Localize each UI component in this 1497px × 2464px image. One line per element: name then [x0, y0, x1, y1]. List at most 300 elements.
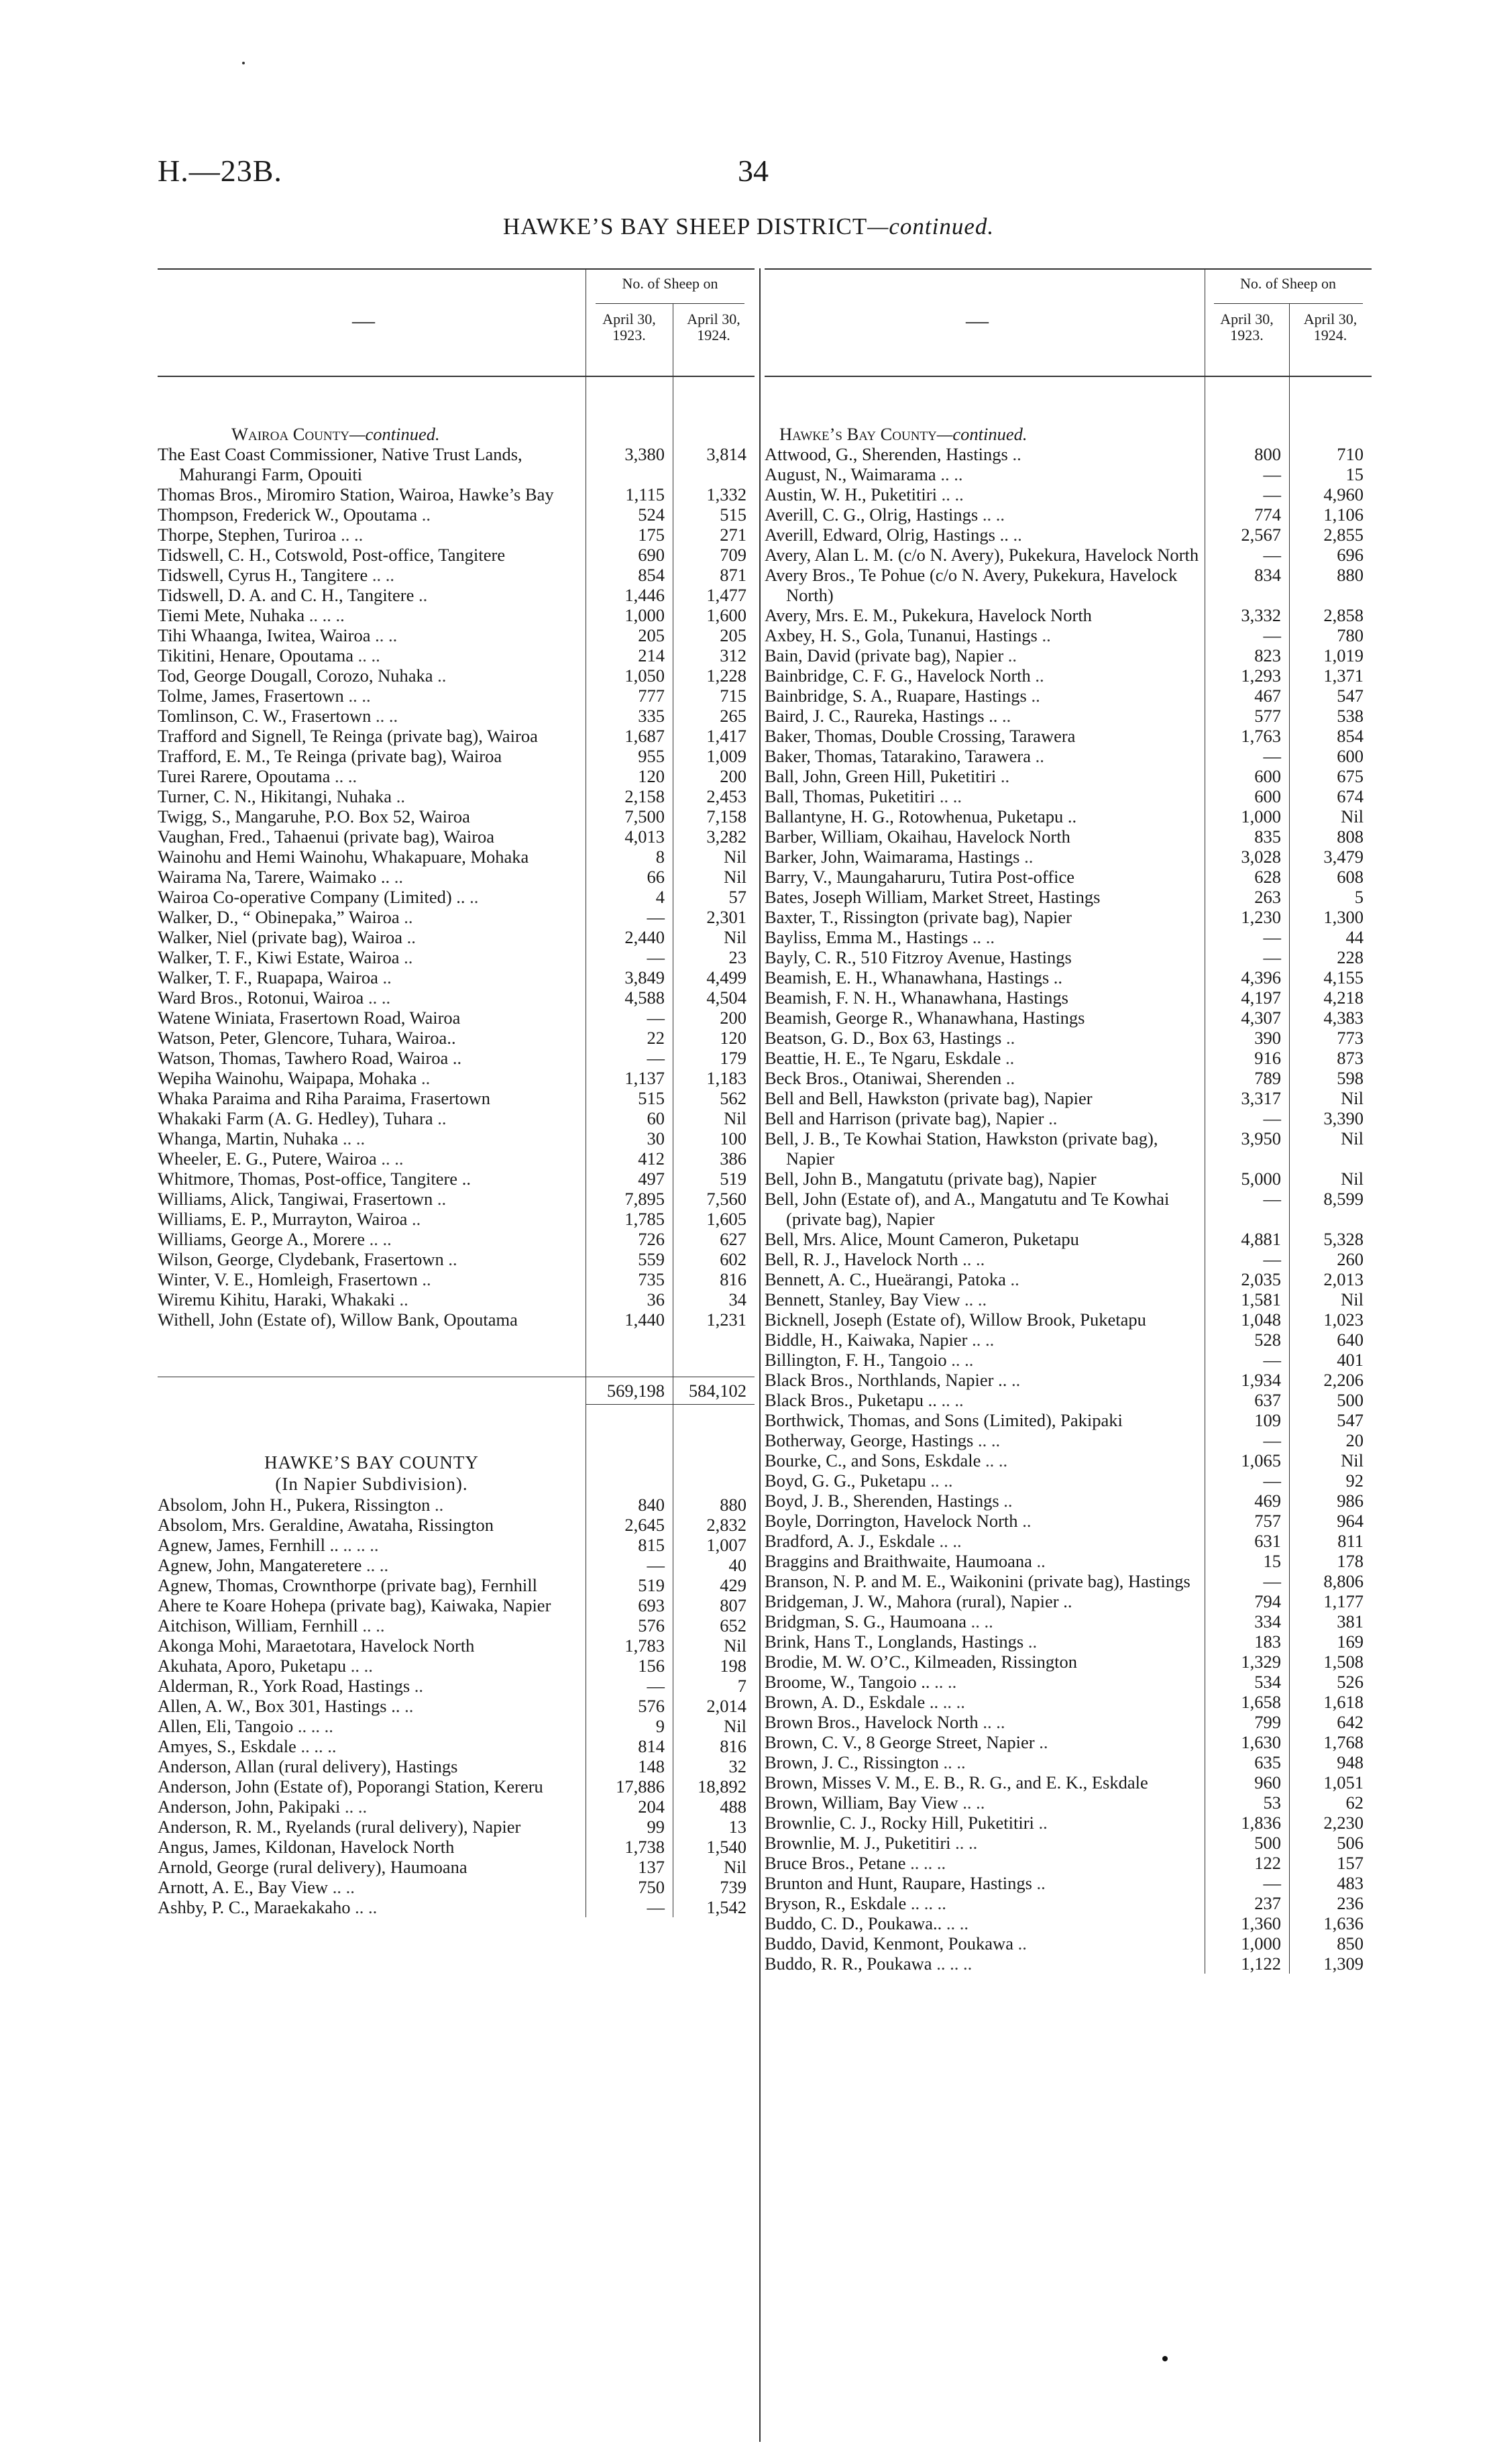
table-row [158, 987, 755, 1008]
table-row [765, 1692, 1372, 1712]
sheep-1924: 4,960 [1289, 484, 1372, 504]
holder-name [158, 1515, 586, 1535]
holder-name-text: Barker, John, Waimarama, Hastings [765, 847, 1020, 867]
holder-name [765, 1008, 1205, 1028]
page-title-main: HAWKE’S BAY SHEEP DISTRICT [502, 213, 868, 239]
leader-dots: .. .. [978, 1712, 1005, 1732]
sheep-1923: 2,158 [586, 786, 673, 806]
sheep-1923: 1,000 [586, 605, 673, 625]
holder-name-text: Walker, D., “ Obinepaka,” Wairoa [158, 907, 400, 927]
leader-dots: .. .. [958, 1792, 985, 1813]
sheep-1923: — [1205, 1470, 1289, 1491]
table-row [158, 1797, 755, 1817]
header-date-1924-line2: 1924. [1313, 327, 1347, 343]
right-table-body [765, 377, 1372, 1974]
table-header-left [158, 268, 755, 377]
holder-name [158, 887, 586, 907]
left-table-body [158, 377, 755, 1917]
table-row [158, 1108, 755, 1128]
leader-dots: .. [414, 585, 428, 605]
sheep-1923: 4,307 [1205, 1008, 1289, 1028]
header-date-1924-line1: April 30, [687, 311, 740, 327]
table-header-right [765, 268, 1372, 377]
sheep-1923: 17,886 [586, 1776, 673, 1797]
holder-name-text: Avery Bros., Te Pohue (c/o N. Avery, Pukekura, Havelock North) [765, 565, 1178, 605]
sheep-1923: 183 [1205, 1631, 1289, 1652]
holder-name-text: Wilson, George, Clydebank, Frasertown [158, 1249, 444, 1269]
sheep-1923: 519 [586, 1575, 673, 1595]
sheep-1924: 2,206 [1289, 1370, 1372, 1390]
sheep-1924: 7,158 [673, 806, 755, 826]
sheep-1923: — [1205, 1571, 1289, 1591]
holder-name-text: Avery, Mrs. E. M., Pukekura, Havelock North [765, 605, 1092, 625]
table-row [158, 1148, 755, 1169]
leader-dots: .. [400, 1696, 414, 1716]
holder-name-text: Akuhata, Aporo, Puketapu [158, 1656, 347, 1676]
table-row [765, 746, 1372, 766]
holder-name [158, 585, 586, 605]
sheep-1923: 1,137 [586, 1068, 673, 1088]
holder-name-text: Ashby, P. C., Maraekakaho [158, 1897, 351, 1917]
holder-name [765, 1390, 1205, 1410]
holder-name [765, 1772, 1205, 1792]
table-row [765, 1571, 1372, 1591]
holder-name-text: Walker, T. F., Kiwi Estate, Wairoa [158, 947, 400, 967]
table-row [765, 806, 1372, 826]
holder-name-text: Botherway, George, Hastings [765, 1430, 974, 1450]
table-row [158, 1535, 755, 1555]
sheep-1924: 1,332 [673, 484, 755, 504]
sheep-1924: 1,231 [673, 1309, 755, 1330]
sheep-1924: 20 [1289, 1430, 1372, 1450]
sheep-1923: — [1205, 947, 1289, 967]
holder-name [765, 1531, 1205, 1551]
table-row [158, 585, 755, 605]
holder-name-text: Amyes, S., Eskdale [158, 1736, 296, 1756]
sheep-1924: 1,300 [1289, 907, 1372, 927]
holder-name-text: Walker, T. F., Ruapapa, Wairoa [158, 967, 378, 987]
table-row [765, 1531, 1372, 1551]
sheep-1924: 32 [673, 1756, 755, 1776]
sheep-1924: 23 [673, 947, 755, 967]
right-column [765, 268, 1372, 2442]
holder-name-text: Baker, Thomas, Double Crossing, Tarawera [765, 726, 1076, 746]
sheep-1923: 334 [1205, 1611, 1289, 1631]
leader-dots: .. [1005, 1269, 1019, 1289]
sheep-1924: 1,009 [673, 746, 755, 766]
table-row [158, 1776, 755, 1797]
holder-name [765, 1289, 1205, 1309]
sheep-1924: 642 [1289, 1712, 1372, 1732]
sheep-1924: 674 [1289, 786, 1372, 806]
sheep-1924: 8,599 [1289, 1189, 1372, 1229]
table-row [765, 1792, 1372, 1813]
holder-name-text: Buddo, David, Kenmont, Poukawa [765, 1933, 1013, 1953]
holder-name [765, 907, 1205, 927]
sheep-1924: 1,106 [1289, 504, 1372, 525]
holder-name [158, 907, 586, 927]
holder-name-text: Bain, David (private bag), Napier [765, 645, 1004, 665]
sheep-1924: 260 [1289, 1249, 1372, 1269]
sheep-1924: 386 [673, 1148, 755, 1169]
holder-name-text: Absolom, Mrs. Geraldine, Awataha, Rissington [158, 1515, 494, 1535]
table-row [765, 1853, 1372, 1873]
holder-name-text: Arnold, George (rural delivery), Haumoana [158, 1857, 467, 1877]
holder-name [765, 1068, 1205, 1088]
leader-dots: .. .. [338, 1128, 366, 1148]
sheep-1923: 2,567 [1205, 525, 1289, 545]
holder-name-text: Billington, F. H., Tangoio [765, 1350, 947, 1370]
sheep-1923: 2,645 [586, 1515, 673, 1535]
holder-name-text: Brunton and Hunt, Raupare, Hastings [765, 1873, 1032, 1893]
table-row [765, 565, 1372, 605]
leader-dots: .. .. [934, 1531, 962, 1551]
sheep-1924: 1,177 [1289, 1591, 1372, 1611]
total-1924: 584,102 [673, 1377, 755, 1405]
sheep-1923: 497 [586, 1169, 673, 1189]
holder-name [158, 987, 586, 1008]
sheep-1924: 15 [1289, 464, 1372, 484]
table-row [158, 927, 755, 947]
table-row [158, 645, 755, 665]
sheep-1924: 4,218 [1289, 987, 1372, 1008]
holder-name [765, 1088, 1205, 1108]
holder-name [158, 1189, 586, 1209]
holder-name-text: August, N., Waimarama [765, 464, 936, 484]
sheep-1924: Nil [673, 1716, 755, 1736]
table-row [158, 1756, 755, 1776]
sheep-1923: 600 [1205, 766, 1289, 786]
table-row [158, 1736, 755, 1756]
holder-name-text: Akonga Mohi, Maraetotara, Havelock North [158, 1636, 475, 1656]
holder-name-text: Watene Winiata, Frasertown Road, Wairoa [158, 1008, 461, 1028]
holder-name [158, 786, 586, 806]
leader-dots: .. .. [967, 1330, 995, 1350]
leader-dots: .. [417, 1269, 431, 1289]
table-row [158, 1636, 755, 1656]
spacer [158, 1405, 755, 1452]
leader-dots: .. .. [336, 525, 364, 545]
leader-dots: .. [433, 1108, 447, 1128]
sheep-1924: 57 [673, 887, 755, 907]
sheep-1924: 986 [1289, 1491, 1372, 1511]
sheep-1924: 880 [1289, 565, 1372, 605]
table-row [765, 1108, 1372, 1128]
header-dash: — [352, 309, 375, 333]
table-row [765, 444, 1372, 464]
sheep-1923: — [1205, 1873, 1289, 1893]
table-row [158, 1048, 755, 1068]
holder-name [158, 1289, 586, 1309]
holder-name [158, 1008, 586, 1028]
leader-dots: .. [1019, 847, 1034, 867]
leader-dots: .. .. .. [905, 1853, 946, 1873]
leader-dots: .. [443, 1249, 457, 1269]
holder-name [158, 1535, 586, 1555]
holder-name-text: Brown, C. V., 8 George Street, Napier [765, 1732, 1035, 1752]
header-date-1924 [673, 311, 755, 343]
sheep-1923: 1,050 [586, 665, 673, 686]
holder-name [765, 1712, 1205, 1732]
sheep-1924: 652 [673, 1615, 755, 1636]
stray-dot [1162, 2356, 1168, 2361]
sheep-1923: 120 [586, 766, 673, 786]
sheep-1924: 2,014 [673, 1696, 755, 1716]
sheep-1923: 156 [586, 1656, 673, 1676]
sheep-1924: 40 [673, 1555, 755, 1575]
leader-dots: .. [1001, 1028, 1015, 1048]
table-row [765, 525, 1372, 545]
holder-name-text: Twigg, S., Mangaruhe, P.O. Box 52, Wairoa [158, 806, 470, 826]
leader-dots: .. .. [936, 464, 963, 484]
table-row [765, 1611, 1372, 1631]
leader-dots: .. .. [936, 484, 964, 504]
holder-name-text: Bennett, Stanley, Bay View [765, 1289, 960, 1309]
sheep-1923: 1,783 [586, 1636, 673, 1656]
holder-name [158, 1169, 586, 1189]
holder-name [765, 1752, 1205, 1772]
table-row [765, 1088, 1372, 1108]
table-row [765, 625, 1372, 645]
holder-name [765, 504, 1205, 525]
holder-name-text: The East Coast Commissioner, Native Trust Lands, Mahurangi Farm, Opouiti [158, 444, 522, 484]
header-group-label: No. of Sheep on [1240, 275, 1336, 292]
sheep-1923: 8 [586, 847, 673, 867]
holder-name [158, 484, 586, 504]
sheep-1924: 871 [673, 565, 755, 585]
holder-name-text: Boyle, Dorrington, Havelock North [765, 1511, 1018, 1531]
sheep-1924: Nil [1289, 1128, 1372, 1169]
sheep-1923: 693 [586, 1595, 673, 1615]
total-1923: 569,198 [586, 1377, 673, 1405]
table-row [765, 947, 1372, 967]
holder-name-text: Wiremu Kihitu, Haraki, Whakaki [158, 1289, 395, 1309]
sheep-1923: — [1205, 927, 1289, 947]
sheep-1923: 1,440 [586, 1309, 673, 1330]
sheep-1924: 696 [1289, 545, 1372, 565]
holder-name-text: Tomlinson, C. W., Frasertown [158, 706, 372, 726]
holder-name-text: Brown, A. D., Eskdale .. [765, 1692, 939, 1712]
table-row [765, 786, 1372, 806]
sheep-1924: 2,230 [1289, 1813, 1372, 1833]
section-heading-hawkes-bay [158, 1452, 755, 1473]
holder-name [158, 847, 586, 867]
sheep-1923: 576 [586, 1615, 673, 1636]
sheep-1923: — [1205, 1108, 1289, 1128]
holder-name [158, 1575, 586, 1595]
holder-name-text: Beamish, E. H., Whanawhana, Hastings .. [765, 967, 1063, 987]
holder-name [765, 746, 1205, 766]
sheep-1923: 204 [586, 1797, 673, 1817]
sheep-1923: 500 [1205, 1833, 1289, 1853]
holder-name [765, 847, 1205, 867]
leader-dots: .. [1017, 1511, 1032, 1531]
sheep-1924: 739 [673, 1877, 755, 1897]
table-row [158, 826, 755, 847]
leader-dots: .. [1013, 1933, 1027, 1953]
sheep-1924: 4,155 [1289, 967, 1372, 987]
holder-name [765, 686, 1205, 706]
sheep-1923: 600 [1205, 786, 1289, 806]
holder-name [158, 1495, 586, 1515]
holder-name [765, 927, 1205, 947]
sheep-1924: 1,019 [1289, 645, 1372, 665]
holder-name-text: Bicknell, Joseph (Estate of), Willow Brook, Puketapu [765, 1309, 1146, 1330]
sheep-1924: 3,814 [673, 444, 755, 484]
holder-name-text: Watson, Peter, Glencore, Tuhara, Wairoa.. [158, 1028, 456, 1048]
header-date-1924-line2: 1924. [697, 327, 730, 343]
holder-name-text: Borthwick, Thomas, and Sons (Limited), Pakipaki [765, 1410, 1123, 1430]
table-row [158, 887, 755, 907]
sheep-1924: 1,051 [1289, 1772, 1372, 1792]
table-row [158, 1229, 755, 1249]
table-row [765, 1330, 1372, 1350]
table-row [765, 1813, 1372, 1833]
holder-name-text: Bell, Mrs. Alice, Mount Cameron, Puketapu [765, 1229, 1079, 1249]
sheep-1924: 873 [1289, 1048, 1372, 1068]
holder-name-text: Brownlie, C. J., Rocky Hill, Puketitiri [765, 1813, 1034, 1833]
sheep-1924: Nil [673, 867, 755, 887]
holder-name [158, 867, 586, 887]
sheep-1924: 850 [1289, 1933, 1372, 1953]
holder-name-text: Aitchison, William, Fernhill [158, 1615, 358, 1636]
sheep-1923: 99 [586, 1817, 673, 1837]
sheep-1924: 2,855 [1289, 525, 1372, 545]
holder-name-text: Allen, A. W., Box 301, Hastings .. [158, 1696, 400, 1716]
table-row [765, 847, 1372, 867]
leader-dots: .. [1008, 525, 1022, 545]
table-row [158, 1696, 755, 1716]
holder-name [765, 706, 1205, 726]
holder-name [158, 947, 586, 967]
table-row [765, 1450, 1372, 1470]
holder-name [158, 1068, 586, 1088]
holder-name [158, 525, 586, 545]
table-row [765, 1189, 1372, 1229]
holder-name-text: Tidswell, D. A. and C. H., Tangitere [158, 585, 414, 605]
holder-name-text: Beamish, F. N. H., Whanawhana, Hastings [765, 987, 1068, 1008]
holder-name [765, 1672, 1205, 1692]
sheep-1924: 2,301 [673, 907, 755, 927]
sheep-1924: 1,540 [673, 1837, 755, 1857]
sheep-1923: 9 [586, 1716, 673, 1736]
sheep-1924: 675 [1289, 766, 1372, 786]
holder-name-text: Bayly, C. R., 510 Fitzroy Avenue, Hastings [765, 947, 1072, 967]
header-date-1924-line1: April 30, [1303, 311, 1357, 327]
holder-name-text: Ahere te Koare Hohepa (private bag), Kaiwaka, Napier [158, 1595, 551, 1615]
holder-name-text: Vaughan, Fred., Tahaenui (private bag), Wairoa [158, 826, 495, 847]
sheep-1923: 690 [586, 545, 673, 565]
table-row [765, 1008, 1372, 1028]
holder-name-text: Anderson, John (Estate of), Poporangi Station, Kereru [158, 1776, 543, 1797]
leader-dots: .. [430, 1495, 444, 1515]
holder-name-text: Austin, W. H., Puketitiri [765, 484, 937, 504]
holder-name-text: Turner, C. N., Hikitangi, Nuhaka [158, 786, 392, 806]
table-row [765, 484, 1372, 504]
table-row [765, 987, 1372, 1008]
leader-dots: .. [433, 1189, 447, 1209]
holder-name-text: Trafford and Signell, Te Reinga (private bag), Wairoa [158, 726, 538, 746]
table-row [158, 766, 755, 786]
table-row [765, 1430, 1372, 1450]
holder-name [765, 444, 1205, 464]
sheep-1923: 1,763 [1205, 726, 1289, 746]
leader-dots: .. [402, 927, 416, 947]
sheep-1923: 205 [586, 625, 673, 645]
holder-name-text: Ball, John, Green Hill, Puketitiri [765, 766, 997, 786]
holder-name [158, 1716, 586, 1736]
table-row [765, 826, 1372, 847]
sheep-1924: Nil [673, 1108, 755, 1128]
sheep-1924: 1,636 [1289, 1913, 1372, 1933]
table-row [765, 1873, 1372, 1893]
holder-name-text: Absolom, John H., Pukera, Rissington [158, 1495, 431, 1515]
sheep-1924: Nil [1289, 1088, 1372, 1108]
section-continued: —continued. [936, 424, 1028, 444]
table-row [158, 947, 755, 967]
leader-dots: .. .. [365, 1229, 392, 1249]
header-date-1923-line2: 1923. [1230, 327, 1264, 343]
holder-name [765, 1410, 1205, 1430]
table-row [765, 1269, 1372, 1289]
sheep-1923: 774 [1205, 504, 1289, 525]
table-row [765, 1712, 1372, 1732]
holder-name [765, 1692, 1205, 1712]
table-row [158, 1068, 755, 1088]
leader-dots: .. [417, 1068, 431, 1088]
holder-name-text: Branson, N. P. and M. E., Waikonini (private bag), Hastings [765, 1571, 1190, 1591]
sheep-1923: 7,500 [586, 806, 673, 826]
sheep-1923: 834 [1205, 565, 1289, 605]
table-row [158, 1837, 755, 1857]
section-heading-hawkes-bay-cont [765, 424, 1372, 444]
leader-dots: .. [1044, 1108, 1058, 1128]
holder-name [765, 1933, 1205, 1953]
holder-name [158, 1676, 586, 1696]
sheep-1923: 800 [1205, 444, 1289, 464]
sheep-1924: 34 [673, 1289, 755, 1309]
leader-dots: .. .. [966, 1611, 993, 1631]
leader-dots: .. .. [376, 1148, 404, 1169]
leader-dots: .. .. [340, 1797, 368, 1817]
sheep-1924: 500 [1289, 1390, 1372, 1410]
sheep-1923: — [586, 1555, 673, 1575]
leader-dots: .. .. .. [932, 1953, 973, 1974]
leader-dots: .. .. [328, 1877, 355, 1897]
holder-name-text: Bell, John (Estate of), and A., Mangatutu and Te Kowhai (private bag), Napier [765, 1189, 1170, 1229]
sheep-1924: 92 [1289, 1470, 1372, 1491]
sheep-1923: — [1205, 1189, 1289, 1229]
sheep-1924: 1,417 [673, 726, 755, 746]
holder-name [765, 525, 1205, 545]
sheep-1924: 608 [1289, 867, 1372, 887]
holder-name-text: Anderson, John, Pakipaki [158, 1797, 341, 1817]
leader-dots: .. .. [938, 1752, 966, 1772]
holder-name-text: Whaka Paraima and Riha Paraima, Frasertown [158, 1088, 490, 1108]
holder-name [158, 1797, 586, 1817]
sheep-1924: 715 [673, 686, 755, 706]
table-row [158, 504, 755, 525]
holder-name-text: Bell, John B., Mangatutu (private bag), Napier [765, 1169, 1097, 1189]
sheep-1924: 4,383 [1289, 1008, 1372, 1028]
holder-name [765, 987, 1205, 1008]
sheep-1923: — [586, 1008, 673, 1028]
sheep-1923: 1,581 [1205, 1289, 1289, 1309]
leader-dots: .. .. .. [296, 1736, 337, 1756]
sheep-1923: 735 [586, 1269, 673, 1289]
sheep-1923: — [1205, 1430, 1289, 1450]
leader-dots: .. .. [946, 1350, 974, 1370]
